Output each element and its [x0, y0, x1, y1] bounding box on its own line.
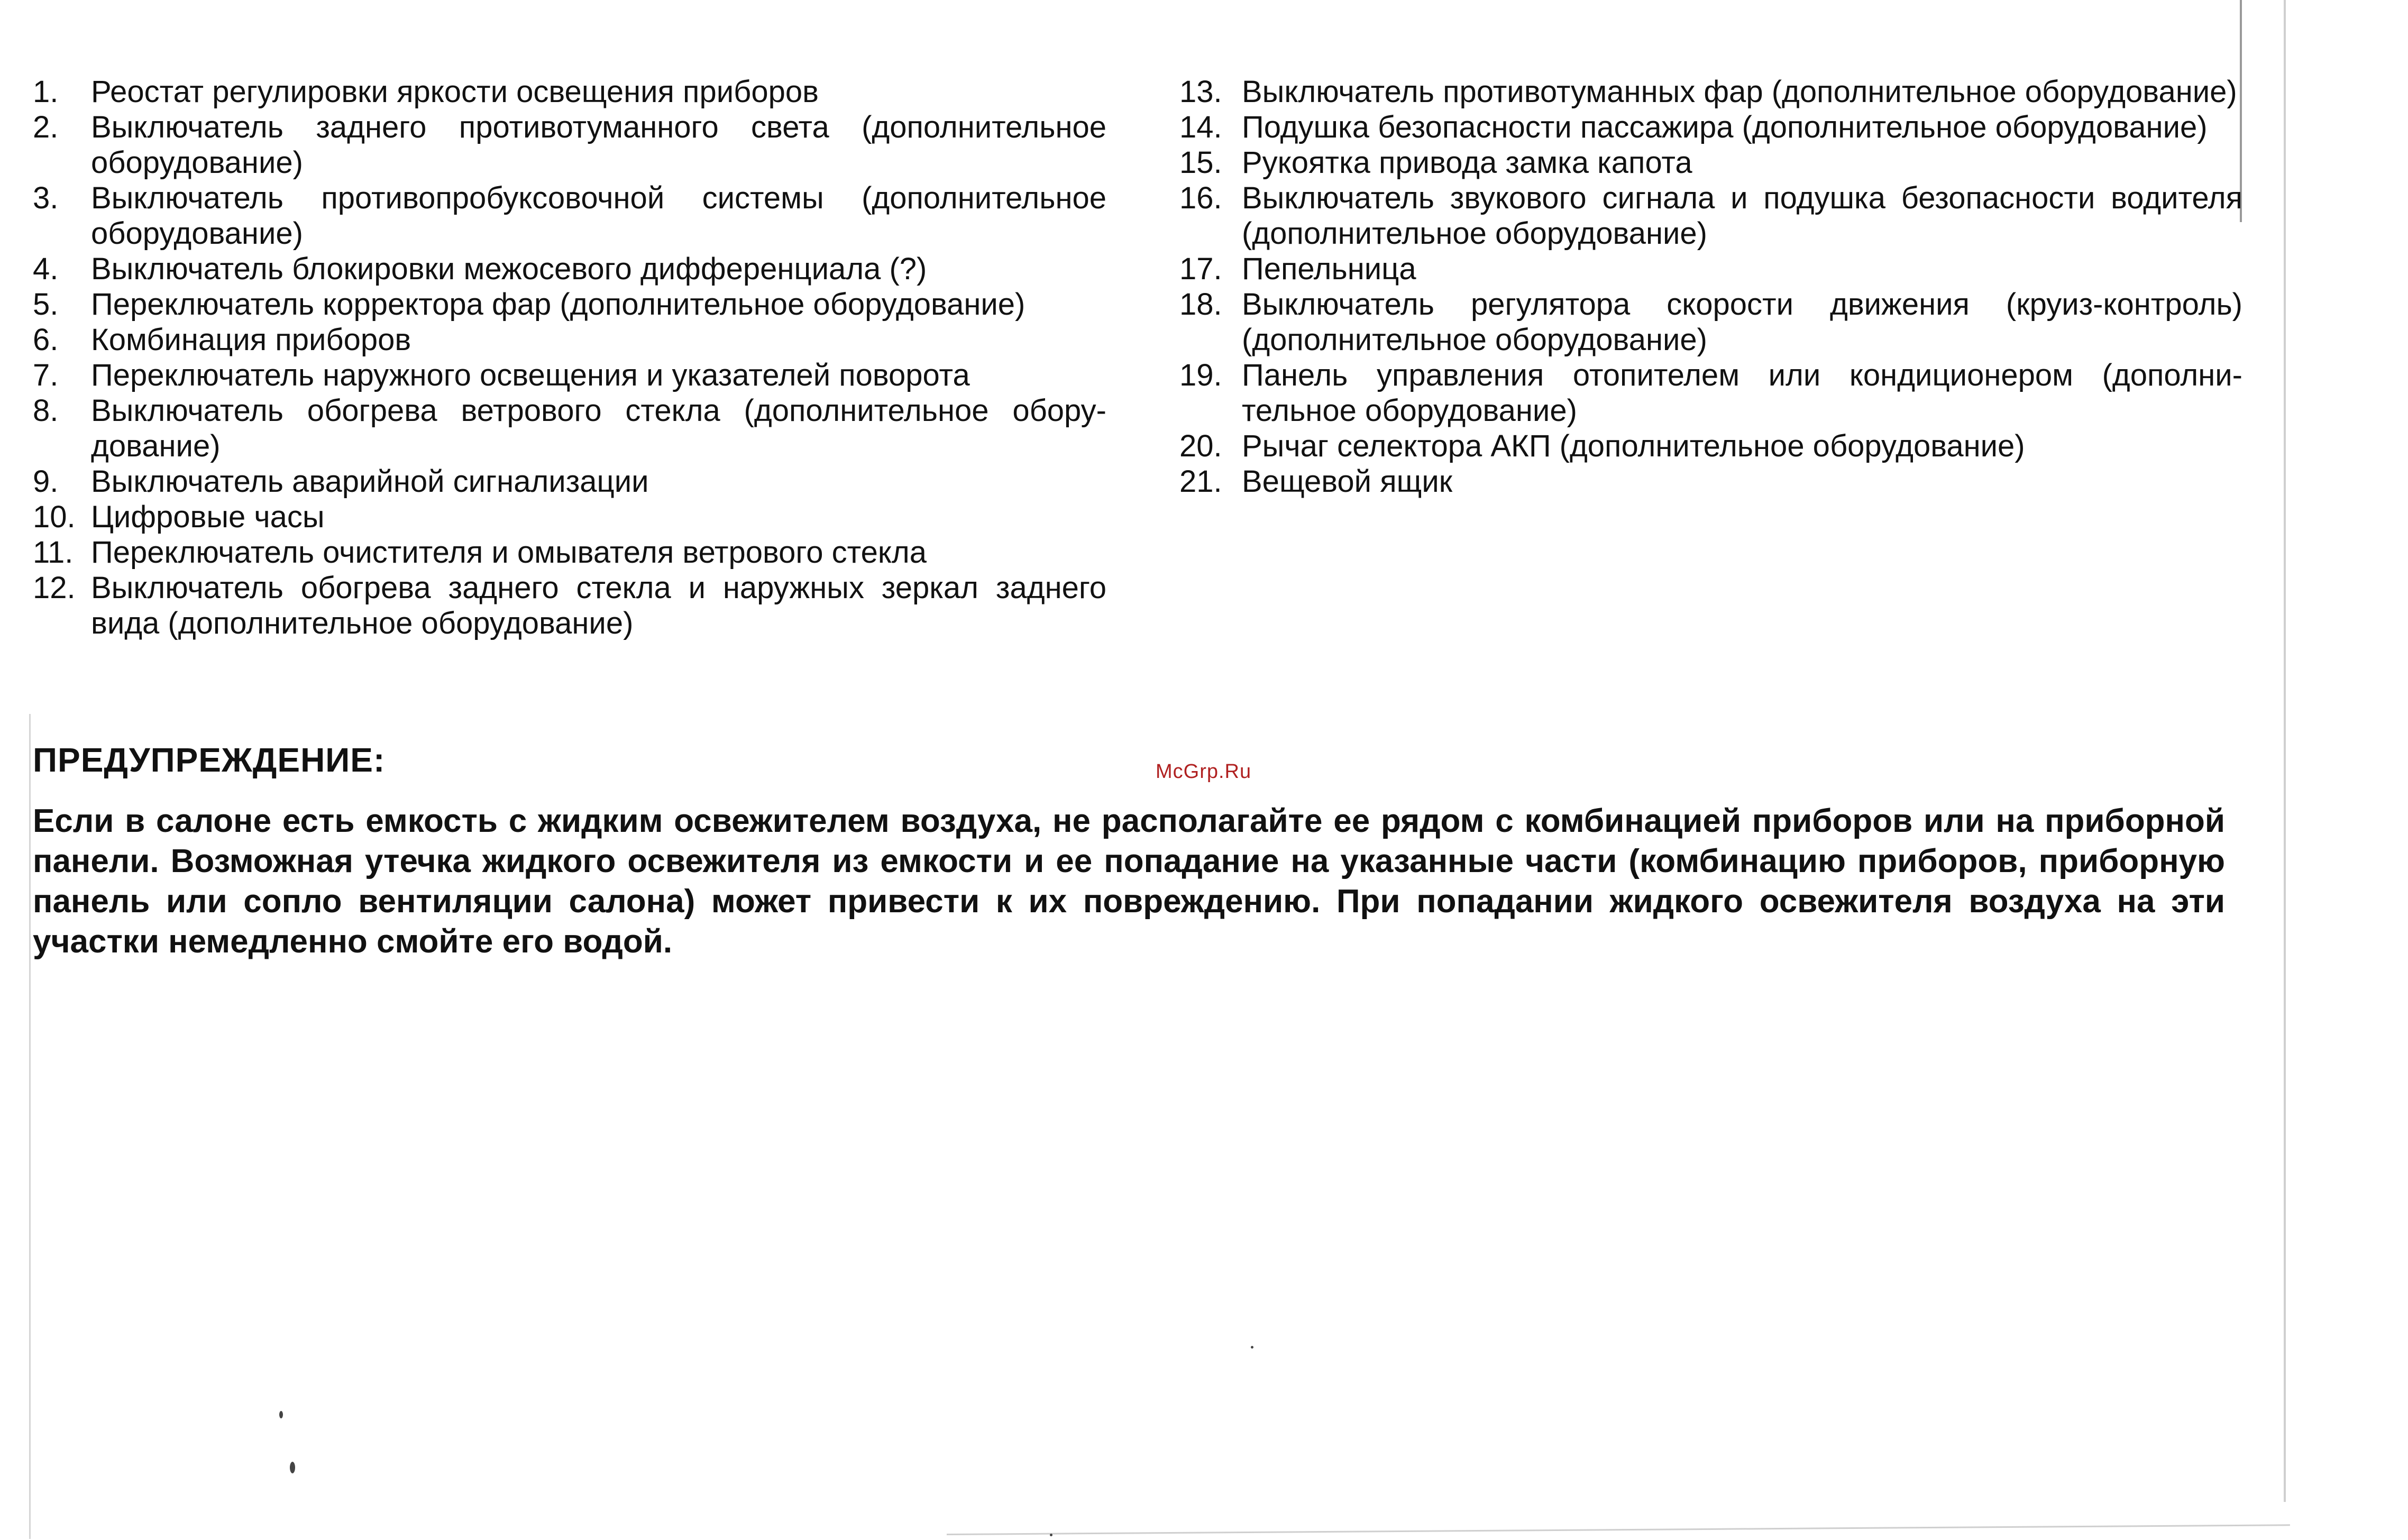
list-item-number: 3. — [33, 181, 59, 215]
list-item — [33, 322, 1106, 358]
list-item-text: Переключатель очистителя и омывателя ветрового стекла — [91, 535, 927, 570]
list-item — [33, 393, 1106, 464]
list-item-text: Рукоятка привода замка капота — [1242, 145, 1692, 180]
list-item-text: Выключатель звукового сигнала и подушка безопасности водителя (дополнительное оборудование) — [1242, 181, 2242, 251]
list-item — [1179, 251, 2242, 287]
list-item-number: 2. — [33, 110, 59, 144]
watermark: McGrp.Ru — [1156, 760, 1252, 783]
list-item-text: Выключатель обогрева заднего стекла и наружных зеркал заднего вида (дополнительное оборудование) — [91, 571, 1106, 640]
list-item — [1179, 145, 2242, 180]
page-edge-right — [2284, 0, 2286, 1502]
list-item-text: Комбинация приборов — [91, 323, 411, 357]
list-item-number: 16. — [1179, 181, 1222, 215]
list-item-number: 6. — [33, 323, 59, 357]
warning-title: ПРЕДУПРЕЖДЕНИЕ: — [33, 741, 386, 779]
list-item-number: 19. — [1179, 358, 1222, 392]
list-item — [33, 499, 1106, 535]
list-item — [1179, 428, 2242, 464]
list-item-number: 18. — [1179, 287, 1222, 322]
legend-list-left — [33, 74, 1106, 641]
list-item-number: 12. — [33, 571, 76, 605]
list-item-text: Пепельница — [1242, 252, 1416, 286]
scan-speck — [1050, 1534, 1052, 1536]
list-item-text: Выключатель регулятора скорости движения (круиз-контроль) (дополнительное оборудование) — [1242, 287, 2242, 357]
list-item — [1179, 358, 2242, 428]
list-item-number: 13. — [1179, 75, 1222, 109]
scan-speck — [279, 1411, 283, 1418]
list-item-text: Переключатель наружного освещения и указателей поворота — [91, 358, 970, 392]
list-item-number: 21. — [1179, 464, 1222, 499]
page-edge-left — [29, 714, 31, 1539]
list-item — [1179, 287, 2242, 358]
list-item-text: Выключатель аварийной сигнализации — [91, 464, 649, 499]
legend-list-right — [1179, 74, 2242, 499]
list-item-number: 1. — [33, 75, 59, 109]
list-item-number: 20. — [1179, 429, 1222, 463]
list-item-number: 9. — [33, 464, 59, 499]
list-item-number: 8. — [33, 393, 59, 428]
list-item-number: 17. — [1179, 252, 1222, 286]
list-item-text: Выключатель заднего противотуманного света (дополнительное оборудование) — [91, 110, 1106, 180]
list-item-text: Выключатель обогрева ветрового стекла (дополнительное оборудование) — [91, 393, 1106, 463]
list-item-number: 15. — [1179, 145, 1222, 180]
list-item — [33, 535, 1106, 570]
list-item-number: 11. — [33, 535, 74, 570]
list-item-number: 4. — [33, 252, 59, 286]
list-item — [33, 180, 1106, 251]
list-item — [1179, 180, 2242, 251]
list-item — [1179, 109, 2242, 145]
list-item-text: Выключатель блокировки межосевого дифференциала (?) — [91, 252, 927, 286]
scan-speck — [290, 1462, 295, 1473]
list-item — [33, 570, 1106, 641]
warning-text: Если в салоне есть емкость с жидким освежителем воздуха, не располагайте ее рядом с комбинацией приборов или на приборной панели. Возможная утечка жидкого освежителя из емкости и ее попадание на указанные части (комбинацию приборов, приборную панель или сопло вентиляции салона) может привести к их повреждению. При попадании жидкого освежителя воздуха на эти участки немедленно смойте его водой. — [33, 803, 2225, 960]
list-item — [33, 109, 1106, 180]
list-item-text: Панель управления отопителем или кондиционером (дополнительное оборудование) — [1242, 358, 2242, 428]
list-item — [1179, 74, 2242, 109]
list-item — [33, 287, 1106, 322]
list-item-text: Подушка безопасности пассажира (дополнительное оборудование) — [1242, 110, 2208, 144]
list-item — [33, 251, 1106, 287]
list-item — [33, 464, 1106, 499]
list-item-text: Рычаг селектора АКП (дополнительное оборудование) — [1242, 429, 2025, 463]
list-item — [33, 358, 1106, 393]
list-item-text: Переключатель корректора фар (дополнительное оборудование) — [91, 287, 1026, 322]
list-item-text: Выключатель противотуманных фар (дополнительное оборудование) — [1242, 75, 2237, 109]
list-item-text: Реостат регулировки яркости освещения приборов — [91, 75, 819, 109]
page-edge-bottom — [947, 1524, 2290, 1535]
list-item-number: 10. — [33, 500, 76, 534]
list-item — [1179, 464, 2242, 499]
list-item — [33, 74, 1106, 109]
list-item-text: Вещевой ящик — [1242, 464, 1453, 499]
list-item-number: 5. — [33, 287, 59, 322]
list-item-number: 14. — [1179, 110, 1222, 144]
list-item-text: Выключатель противопробуксовочной системы (дополнительное оборудование) — [91, 181, 1106, 251]
scan-speck — [1251, 1346, 1253, 1349]
list-item-text: Цифровые часы — [91, 500, 325, 534]
list-item-number: 7. — [33, 358, 59, 392]
